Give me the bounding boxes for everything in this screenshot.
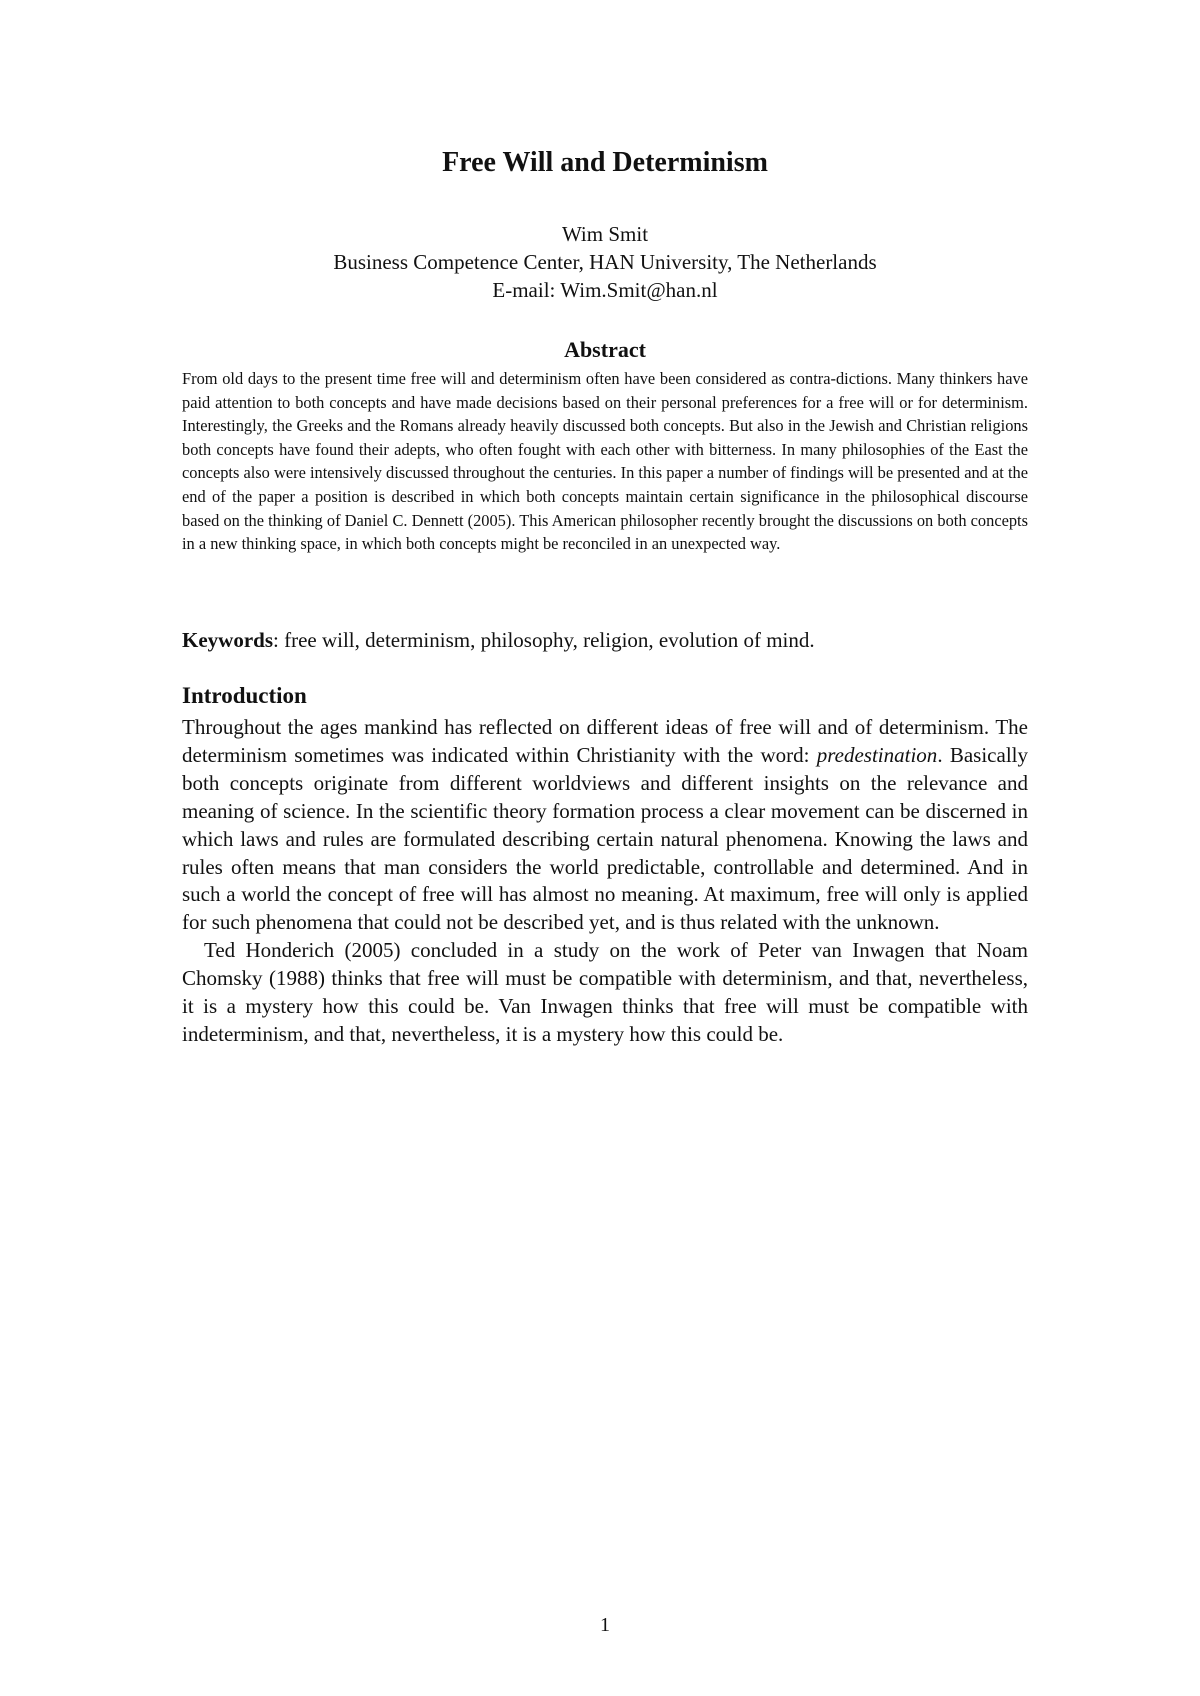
introduction-paragraph-1 — [182, 714, 1028, 937]
keywords-line — [182, 626, 1028, 654]
introduction-body — [182, 714, 1028, 1049]
introduction-heading: Introduction — [182, 683, 307, 708]
abstract-text: From old days to the present time free will and determinism often have been considered as contra-dictions. Many thinkers have paid attention to both concepts and have made decisions based on their personal preferences for a free will or for determinism. Interestingly, the Greeks and the Romans already heavily discussed both concepts. But also in the Jewish and Christian religions both concepts have found their adepts, who often fought with each other with bitterness. In many philosophies of the East the concepts also were intensively discussed throughout the centuries. In this paper a number of findings will be presented and at the end of the paper a position is described in which both concepts maintain certain significance in the philosophical discourse based on the thinking of Daniel C. Dennett (2005). This American philosopher recently brought the discussions on both concepts in a new thinking space, in which both concepts might be reconciled in an unexpected way. — [182, 369, 1028, 554]
author-name: Wim Smit — [561, 222, 649, 246]
paper-page — [182, 0, 1028, 1696]
keywords-text: : free will, determinism, philosophy, religion, evolution of mind. — [273, 628, 815, 652]
abstract-heading: Abstract — [564, 337, 646, 362]
page-number: 1 — [600, 1614, 610, 1636]
introduction-p1-end: . Basically both concepts originate from different worldviews and different insights on the relevance and meaning of science. In the scientific theory formation process a clear movement can be discerned in which laws and rules are formulated describing certain natural phenomena. Knowing the laws and rules often means that man considers the world predictable, controllable and determined. And in such a world the concept of free will has almost no meaning. At maximum, free will only is applied for such phenomena that could not be described yet, and is thus related with the unknown. — [182, 742, 1028, 935]
paper-title: Free Will and Determinism — [442, 147, 768, 178]
author-block — [182, 220, 1028, 304]
introduction-paragraph-2: Ted Honderich (2005) concluded in a study on the work of Peter van Inwagen that Noam Chomsky (1988) thinks that free will must be compatible with determinism, and that, nevertheless, it is a mystery how this could be. Van Inwagen thinks that free will must be compatible with indeterminism, and that, nevertheless, it is a mystery how this could be. — [182, 938, 1028, 1046]
introduction-p1-italic: predestination — [816, 742, 938, 767]
keywords-label: Keywords — [182, 628, 273, 652]
introduction-p1-start: Throughout the ages mankind has reflected on different ideas of free will and of determinism. The determinism sometimes was indicated within Christianity with the word: — [182, 715, 1028, 767]
author-email: E-mail: Wim.Smit@han.nl — [492, 278, 718, 302]
author-affiliation: Business Competence Center, HAN University, The Netherlands — [333, 250, 877, 274]
